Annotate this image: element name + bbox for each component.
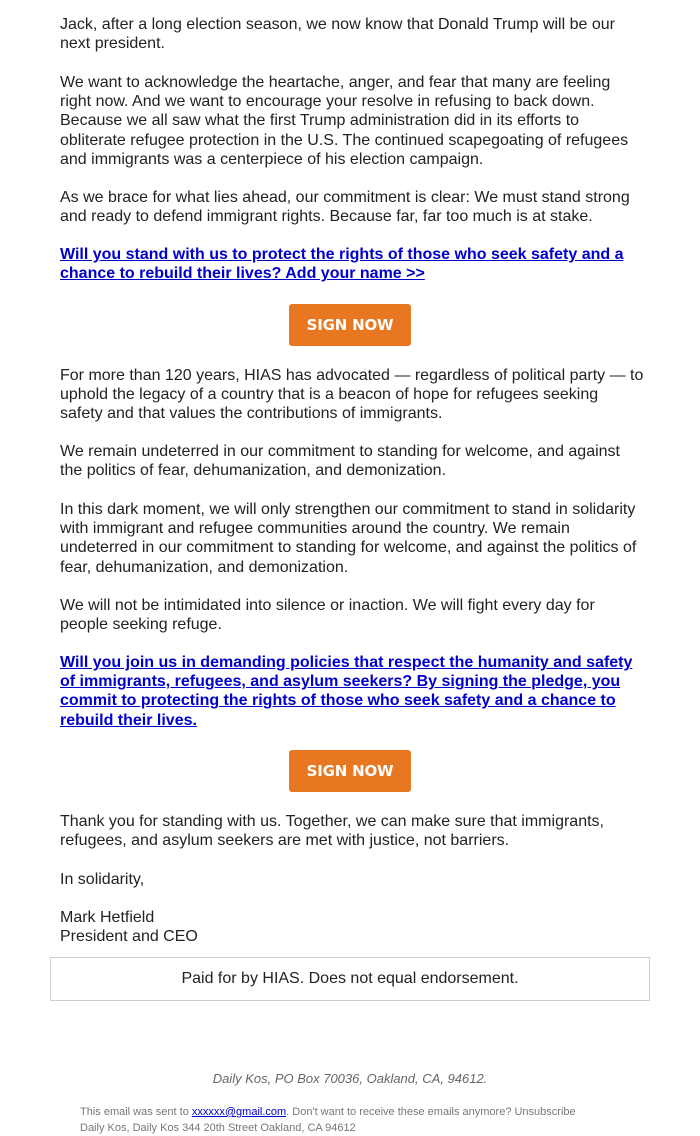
footer-unsubscribe-text[interactable]: . Don't want to receive these emails anymore? Unsubscribe [286,1106,576,1118]
footer-sent-to-prefix: This email was sent to [80,1106,192,1118]
paragraph-undeterred: We remain undeterred in our commitment to standing for welcome, and against the politics of fear, dehumanization, and demonization. [60,443,620,480]
sign-now-button-2[interactable]: SIGN NOW [289,750,411,792]
paragraph-solidarity: In this dark moment, we will only strengthen our commitment to stand in solidarity with immigrant and refugee communities around the country. We remain undeterred in our commitment to standing for welcome, and against the politics of fear, dehumanization, and demonization. [60,501,637,576]
footer-email-link[interactable]: xxxxxx@gmail.com [191,1106,287,1118]
pledge-link[interactable]: Will you join us in demanding policies that respect the humanity and safety of immigrants, refugees, and asylum seekers? By signing the pledge, you commit to protecting the rights of those who seek safety and a chance to rebuild their lives. [60,654,633,729]
paid-for-disclaimer [50,957,650,1001]
paragraph-intro: Jack, after a long election season, we now know that Donald Trump will be our next president. [60,16,615,53]
paragraph-thank-you: Thank you for standing with us. Together, we can make sure that immigrants, refugees, and asylum seekers are met with justice, not barriers. [60,813,604,850]
paragraph-commitment: As we brace for what lies ahead, our commitment is clear: We must stand strong and ready to defend immigrant rights. Because far, far too much is at stake. [60,189,630,226]
sign-off: In solidarity, [60,871,145,888]
paragraph-not-intimidated: We will not be intimidated into silence or inaction. We will fight every day for people seeking refuge. [60,597,595,634]
footer-sent-to [80,1104,660,1120]
footer-address: Daily Kos, PO Box 70036, Oakland, CA, 94612. [212,1071,488,1086]
paragraph-history: For more than 120 years, HIAS has advocated — regardless of political party — to uphold the legacy of a country that is a beacon of hope for refugees seeking safety and that values the contributions of immigrants. [60,367,644,423]
paragraph-acknowledge: We want to acknowledge the heartache, anger, and fear that many are feeling right now. And we want to encourage your resolve in refusing to back down. Because we all saw what the first Trump administration did in its efforts to obliterate refugee protection in the U.S. The continued scapegoating of refugees and immigrants was a centerpiece of his election campaign. [60,74,629,168]
signature-title: President and CEO [60,928,198,945]
stand-with-us-link[interactable]: Will you stand with us to protect the rights of those who seek safety and a chance to rebuild their lives? Add your name >> [60,246,624,283]
footer-street-address: Daily Kos, Daily Kos 344 20th Street Oakland, CA 94612 [80,1122,356,1134]
sign-now-button-1[interactable]: SIGN NOW [289,304,411,346]
paid-for-text: Paid for by HIAS. Does not equal endorsement. [181,970,519,987]
signature-name: Mark Hetfield [60,909,155,926]
